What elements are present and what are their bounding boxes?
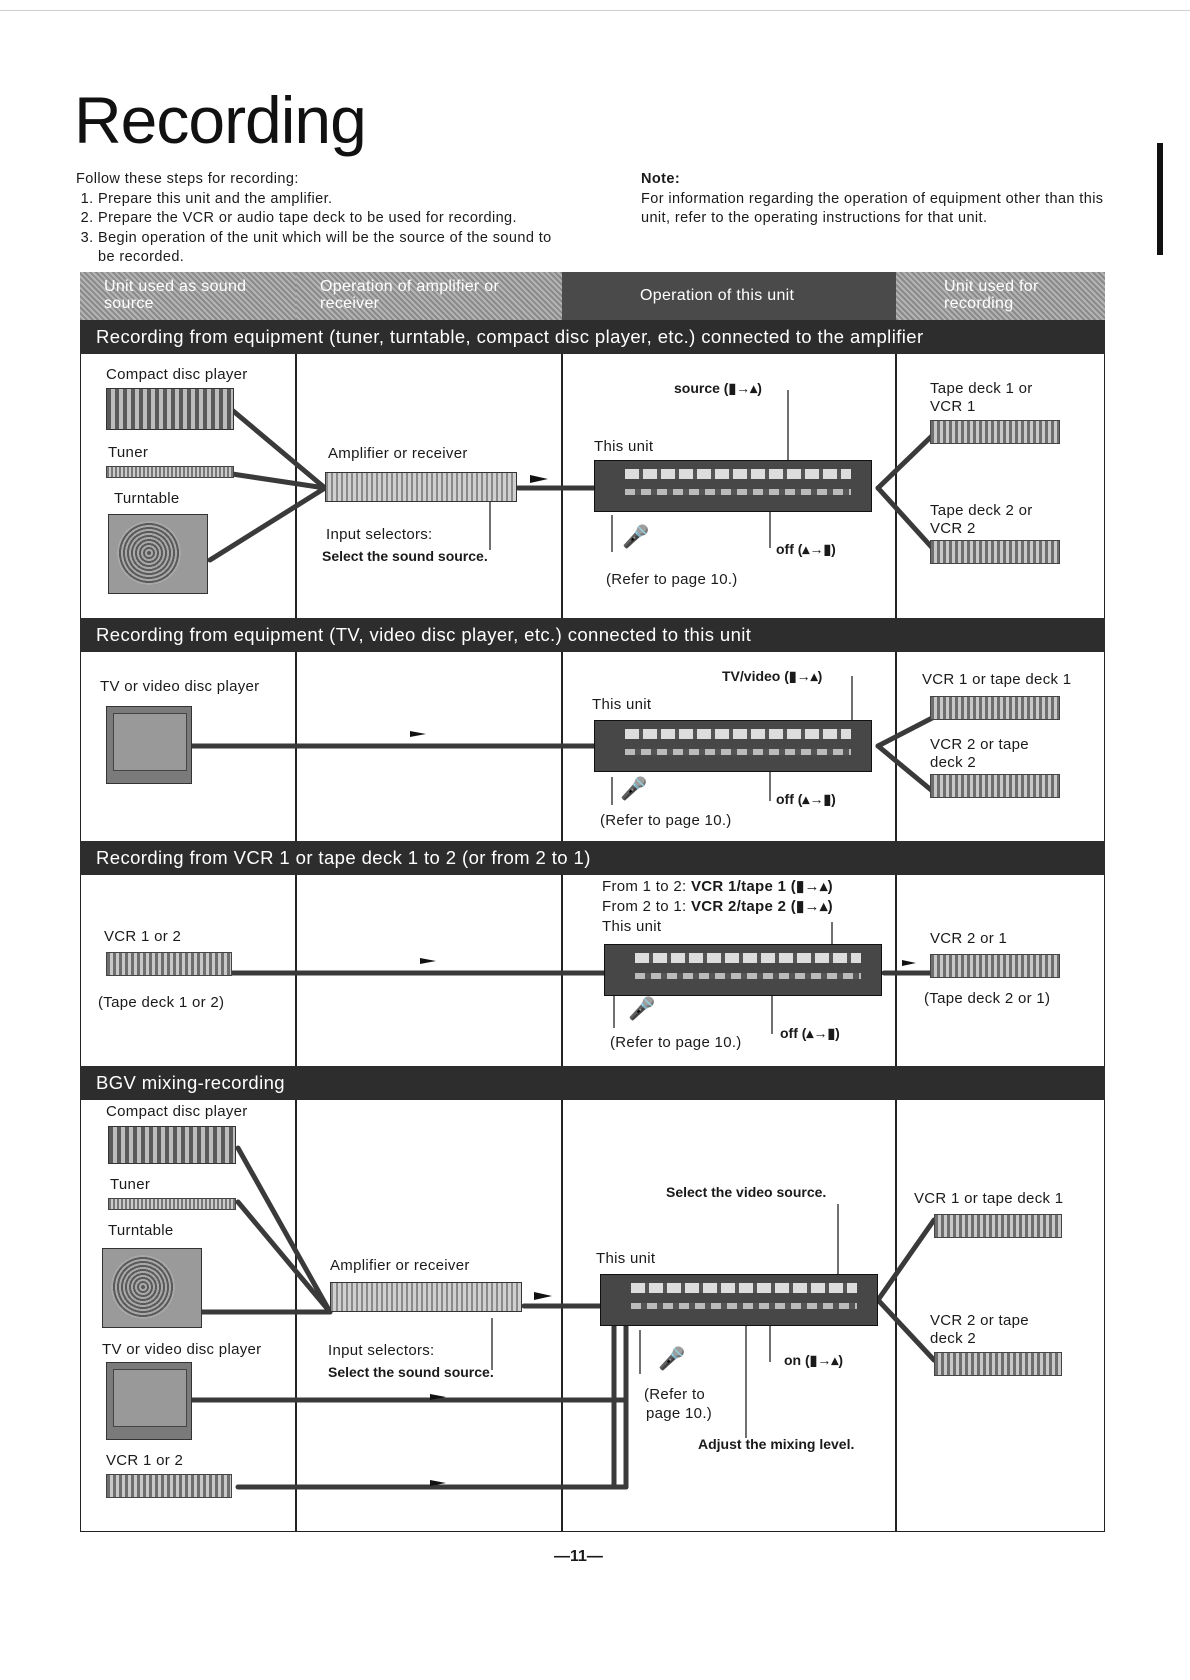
refer-page-note: page 10.) xyxy=(646,1405,713,1422)
label-this-unit: This unit xyxy=(594,438,654,455)
col-header-amplifier: Operation of amplifier or receiver xyxy=(296,272,562,320)
platter xyxy=(117,521,181,585)
note-heading: Note: xyxy=(641,171,681,187)
on-switch-label: on (▮→▴) xyxy=(784,1352,844,1368)
intro-step: 1. Prepare this unit and the amplifier. xyxy=(98,190,556,210)
label-tuner: Tuner xyxy=(108,444,149,461)
label-vcr-2: VCR 2 or tape deck 2 xyxy=(930,736,1029,771)
label-this-unit: This unit xyxy=(596,1250,656,1267)
intro-lead: Follow these steps for recording: xyxy=(76,171,299,187)
label-vcr-destination: VCR 2 or 1 xyxy=(930,930,1008,947)
screen xyxy=(113,1369,187,1427)
vcr2-tape2-switch-label: VCR 2/tape 2 (▮→▴) xyxy=(690,898,833,915)
tuner-device xyxy=(106,466,234,478)
arrow-icon xyxy=(534,1292,552,1300)
off-switch-label: off (▴→▮) xyxy=(776,791,836,807)
vcr-device xyxy=(930,774,1060,798)
section-title-4: BGV mixing-recording xyxy=(80,1066,1105,1100)
from-1-to-2-prefix: From 1 to 2: xyxy=(602,878,687,895)
display xyxy=(631,1283,857,1293)
this-unit-device xyxy=(594,720,872,772)
section-title-1: Recording from equipment (tuner, turntable, compact disc player, etc.) connected to the amplifier xyxy=(80,320,1105,354)
input-selectors-label: Input selectors: xyxy=(326,526,433,543)
cable xyxy=(878,716,936,746)
tv-device xyxy=(106,1362,192,1440)
select-source-instruction: Select the sound source. xyxy=(322,548,488,564)
platter xyxy=(111,1255,175,1319)
cable xyxy=(238,1148,330,1312)
buttons xyxy=(625,489,851,495)
arrow-icon xyxy=(902,960,916,966)
from-2-to-1-prefix: From 2 to 1: xyxy=(602,898,687,915)
arrow-icon xyxy=(410,731,426,737)
refer-page-note: (Refer to page 10.) xyxy=(610,1034,742,1051)
source-switch-label: source (▮→▴) xyxy=(674,380,762,396)
label-tape-deck-1: Tape deck 1 or VCR 1 xyxy=(930,380,1033,415)
label-vcr-2: VCR 2 or tape deck 2 xyxy=(930,1312,1029,1347)
label-amplifier: Amplifier or receiver xyxy=(328,445,468,462)
input-selectors-label: Input selectors: xyxy=(328,1342,435,1359)
screen xyxy=(113,713,187,771)
label-tape-deck-2: Tape deck 2 or VCR 2 xyxy=(930,502,1033,537)
vcr-device xyxy=(934,1352,1062,1376)
buttons xyxy=(625,749,851,755)
label-this-unit: This unit xyxy=(592,696,652,713)
label-tv: TV or video disc player xyxy=(100,678,260,695)
cable xyxy=(878,1220,934,1300)
label-tape-deck-destination: (Tape deck 2 or 1) xyxy=(924,990,1051,1007)
buttons xyxy=(635,973,861,979)
microphone-icon: 🎤 xyxy=(658,1346,686,1371)
label-turntable: Turntable xyxy=(114,490,180,507)
col-header-recording: Unit used for recording xyxy=(896,272,1105,320)
from-2-to-1-instruction xyxy=(602,898,833,916)
tape-deck-device xyxy=(930,540,1060,564)
select-source-instruction: Select the sound source. xyxy=(328,1364,494,1380)
this-unit-device xyxy=(594,460,872,512)
off-switch-label: off (▴→▮) xyxy=(780,1025,840,1041)
cable xyxy=(210,488,325,560)
adjust-mixing-instruction: Adjust the mixing level. xyxy=(698,1436,855,1452)
amplifier-device xyxy=(325,472,517,502)
label-amplifier: Amplifier or receiver xyxy=(330,1257,470,1274)
label-tv: TV or video disc player xyxy=(102,1341,262,1358)
from-1-to-2-instruction xyxy=(602,878,833,896)
note-text: For information regarding the operation of equipment other than this unit, refer to the operating instructions for that unit. xyxy=(641,190,1104,226)
col-header-this-unit: Operation of this unit xyxy=(562,272,896,320)
label-tape-deck-source: (Tape deck 1 or 2) xyxy=(98,994,225,1011)
label-vcr-source: VCR 1 or 2 xyxy=(106,1452,184,1469)
tv-video-switch-label: TV/video (▮→▴) xyxy=(722,668,823,684)
intro-step: 3. Begin operation of the unit which will be the source of the sound to be recorded. xyxy=(98,229,556,268)
refer-page-note: (Refer to page 10.) xyxy=(600,812,732,829)
page-title: Recording xyxy=(74,83,366,157)
label-this-unit: This unit xyxy=(602,918,662,935)
this-unit-device xyxy=(600,1274,878,1326)
label-cd-player: Compact disc player xyxy=(106,1103,248,1120)
display xyxy=(635,953,861,963)
tape-deck-device xyxy=(930,420,1060,444)
arrow-icon xyxy=(530,475,548,483)
cable xyxy=(878,746,936,794)
microphone-icon: 🎤 xyxy=(628,996,656,1021)
label-vcr-1: VCR 1 or tape deck 1 xyxy=(922,671,1072,688)
intro-step: 2. Prepare the VCR or audio tape deck to be used for recording. xyxy=(98,209,556,229)
label-vcr-source: VCR 1 or 2 xyxy=(104,928,182,945)
page-number: —11— xyxy=(554,1548,603,1565)
refer-page-note: (Refer to page 10.) xyxy=(606,571,738,588)
buttons xyxy=(631,1303,857,1309)
display xyxy=(625,729,851,739)
arrow-icon xyxy=(420,958,436,964)
this-unit-device xyxy=(604,944,882,996)
section-title-3: Recording from VCR 1 or tape deck 1 to 2 (or from 2 to 1) xyxy=(80,841,1105,875)
section-title-2: Recording from equipment (TV, video disc player, etc.) connected to this unit xyxy=(80,618,1105,652)
cable xyxy=(878,488,936,552)
tuner-device xyxy=(108,1198,236,1210)
microphone-icon: 🎤 xyxy=(622,524,650,549)
tv-device xyxy=(106,706,192,784)
cable xyxy=(878,432,936,488)
vcr1-tape1-switch-label: VCR 1/tape 1 (▮→▴) xyxy=(690,878,833,895)
microphone-icon: 🎤 xyxy=(620,776,648,801)
display xyxy=(625,469,851,479)
select-video-source-instruction: Select the video source. xyxy=(666,1184,827,1200)
label-turntable: Turntable xyxy=(108,1222,174,1239)
cd-player-device xyxy=(108,1126,236,1164)
label-cd-player: Compact disc player xyxy=(106,366,248,383)
col-header-source: Unit used as sound source xyxy=(80,272,296,320)
label-tuner: Tuner xyxy=(110,1176,151,1193)
turntable-device xyxy=(108,514,208,594)
vcr-device xyxy=(930,954,1060,978)
refer-page-note: (Refer to xyxy=(644,1386,706,1403)
off-switch-label: off (▴→▮) xyxy=(776,541,836,557)
vcr-device xyxy=(934,1214,1062,1238)
turntable-device xyxy=(102,1248,202,1328)
vcr-device xyxy=(106,1474,232,1498)
vcr-device xyxy=(106,952,232,976)
cable xyxy=(238,1202,330,1312)
vcr-device xyxy=(930,696,1060,720)
label-vcr-1: VCR 1 or tape deck 1 xyxy=(914,1190,1064,1207)
amplifier-device xyxy=(330,1282,522,1312)
cable xyxy=(878,1300,934,1360)
cd-player-device xyxy=(106,388,234,430)
